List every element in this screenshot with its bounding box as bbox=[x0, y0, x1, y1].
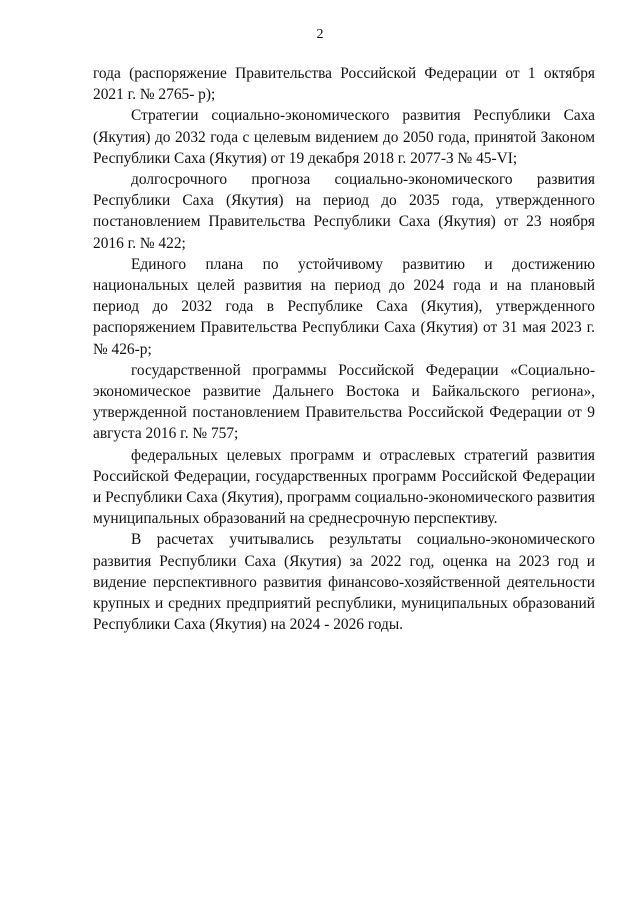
paragraph-long-term-forecast: долгосрочного прогноза социально-экономического развития Республики Саха (Якутия) на период до 2035 года, утвержденного постановлением Правительства Республики Саха (Якутия) от 23 ноября 2016 г. № 422; bbox=[93, 171, 595, 252]
paragraph-development-strategy: Стратегии социально-экономического развития Республики Саха (Якутия) до 2032 года с целевым видением до 2050 года, принятой Законом Республики Саха (Якутия) от 19 декабря 2018 г. 2077-З № 45-VI; bbox=[93, 107, 595, 167]
document-body bbox=[93, 63, 595, 635]
paragraph-continuation: года (распоряжение Правительства Российской Федерации от 1 октября 2021 г. № 2765- р); bbox=[93, 65, 595, 104]
page-number: 2 bbox=[316, 27, 324, 42]
paragraph-unified-plan: Единого плана по устойчивому развитию и достижению национальных целей развития на период до 2024 года и на плановый период до 2032 года в Республике Саха (Якутия), утвержденного распоряжением Правительства Республики Саха (Якутия) от 31 мая 2023 г. № 426-р; bbox=[93, 255, 595, 358]
paragraph-federal-programs: федеральных целевых программ и отраслевых стратегий развития Российской Федерации, государственных программ Российской Федерации и Республики Саха (Якутия), программ социально-экономического развития муниципальных образований на среднесрочную перспективу. bbox=[93, 446, 595, 528]
paragraph-calculations: В расчетах учитывались результаты социально-экономического развития Республики Саха (Якутия) за 2022 год, оценка на 2023 год и видение перспективного развития финансово-хозяйственной деятельности крупных и средних предприятий республики, муниципальных образований Республики Саха (Якутия) на 2024 - 2026 годы. bbox=[93, 531, 595, 634]
paragraph-state-program: государственной программы Российской Федерации «Социально-экономическое развитие Дальнего Востока и Байкальского региона», утвержденной постановлением Правительства Российской Федерации от 9 августа 2016 г. № 757; bbox=[93, 361, 595, 443]
